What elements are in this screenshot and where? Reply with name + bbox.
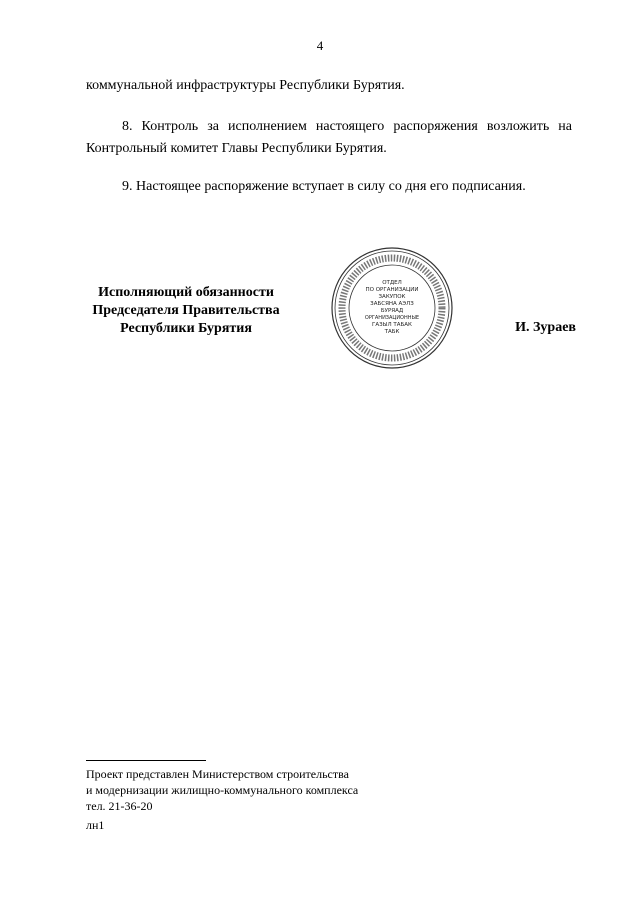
seal-text-line: ОРГАНИЗАЦИОННЫЕ (364, 315, 420, 321)
footnote-line: тел. 21-36-20 (86, 799, 153, 813)
official-seal (330, 246, 454, 370)
seal-text-line: БУРЯАД (380, 308, 404, 314)
seal-text-line: ОТДЕЛ (382, 280, 402, 286)
signatory-title-line: Председателя Правительства (92, 303, 280, 318)
signatory-name: И. Зураев (515, 320, 576, 335)
document-code: лн1 (86, 818, 105, 832)
footnote-divider (86, 760, 206, 761)
paragraph-8: 8. Контроль за исполнением настоящего распоряжения возложить на Контрольный комитет Главы Республики Бурятия. (86, 119, 572, 156)
seal-text-line: ЗАКУПОК (378, 294, 406, 300)
paragraph-9: 9. Настоящее распоряжение вступает в силу со дня его подписания. (122, 179, 526, 194)
signatory-title (70, 284, 302, 338)
page-number: 4 (316, 38, 324, 53)
seal-text-line: ЗАБСЯНА АЭЛЗ (370, 301, 414, 307)
signatory-title-line: Исполняющий обязанности (98, 285, 274, 300)
signatory-title-line: Республики Бурятия (120, 321, 252, 336)
seal-text-line: ГАЗЫЛ ТАБАК (372, 322, 412, 328)
footnote-line: и модернизации жилищно-коммунального комплекса (86, 783, 359, 797)
seal-text-line: ТАБК (384, 329, 400, 335)
seal-text-line: ПО ОРГАНИЗАЦИИ (365, 287, 419, 293)
footnote-line: Проект представлен Министерством строительства (86, 767, 349, 781)
footnote (86, 766, 506, 814)
paragraph-continuation: коммунальной инфраструктуры Республики Бурятия. (86, 78, 405, 93)
